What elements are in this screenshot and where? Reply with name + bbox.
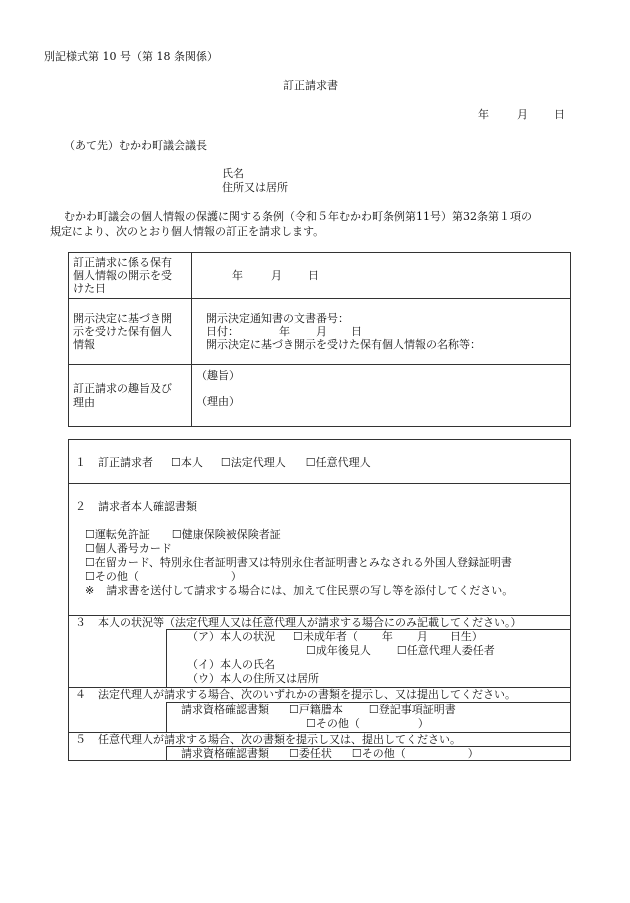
- date-month: 月: [517, 108, 528, 121]
- table-row: [69, 365, 571, 427]
- doc-number-field: 開示決定通知書の文書番号：: [206, 311, 349, 325]
- date-year: 年: [478, 108, 489, 121]
- name-label: 氏名: [222, 167, 244, 180]
- address-label: 住所又は居所: [222, 181, 288, 194]
- voluntary-rep-docs-row: 請求資格確認書類 ☐委任状 ☐その他（ ）: [181, 747, 479, 760]
- divider: [69, 483, 570, 484]
- section-3-title: ３ 本人の状況等（法定代理人又は任意代理人が請求する場合にのみ記載してください。）: [75, 616, 522, 629]
- purpose-reason-value[interactable]: [192, 365, 571, 427]
- requester-info-box: [68, 439, 571, 761]
- checkbox-legal-other[interactable]: ☐その他（ ）: [306, 717, 429, 730]
- date-day: 日: [554, 108, 565, 121]
- disclosed-info-value[interactable]: [192, 299, 571, 365]
- divider: [166, 629, 167, 687]
- section-2-title: ２ 請求者本人確認書類: [75, 500, 197, 513]
- checkbox-family-register[interactable]: ☐戸籍謄本: [289, 703, 343, 716]
- checkbox-drivers-license[interactable]: ☐運転免許証: [85, 528, 150, 541]
- intro-line-1: むかわ町議会の個人情報の保護に関する条例（令和５年むかわ町条例第11号）第32条第１項の: [64, 210, 532, 223]
- table-row: [69, 299, 571, 365]
- intro-line-2: 規定により、次のとおり個人情報の訂正を請求します。: [50, 225, 325, 238]
- checkbox-voluntary-other[interactable]: ☐その他（ ）: [351, 747, 479, 760]
- checkbox-health-insurance[interactable]: ☐健康保険被保険者証: [171, 528, 281, 541]
- checkbox-mynumber-card[interactable]: ☐個人番号カード: [85, 542, 172, 555]
- notice-date-field: 日付： 年 月 日: [206, 324, 362, 338]
- disclosed-info-label: 開示決定に基づき開 示を受けた保有個人 情報: [69, 299, 192, 365]
- checkbox-voluntary-rep[interactable]: ☐任意代理人: [305, 456, 371, 469]
- purpose-reason-label: 訂正請求の趣旨及び 理由: [69, 365, 192, 427]
- section-1-requester: １ 訂正請求者 ☐本人 ☐法定代理人 ☐任意代理人: [75, 456, 371, 469]
- disclosure-date-value[interactable]: 年 月 日: [192, 253, 571, 299]
- principal-status-row-2: [306, 644, 495, 657]
- checkbox-self[interactable]: ☐本人: [171, 456, 203, 469]
- checkbox-other-id[interactable]: ☐その他（ ）: [85, 570, 242, 583]
- divider: [166, 746, 167, 760]
- form-title: 訂正請求書: [283, 79, 338, 92]
- legal-rep-docs-row: 請求資格確認書類 ☐戸籍謄本 ☐登記事項証明書: [181, 703, 456, 716]
- disclosure-date-label: 訂正請求に係る保有 個人情報の開示を受 けた日: [69, 253, 192, 299]
- info-name-field: 開示決定に基づき開示を受けた保有個人情報の名称等：: [206, 338, 481, 352]
- principal-name-label: （イ）本人の氏名: [187, 658, 275, 671]
- checkbox-power-of-attorney[interactable]: ☐委任状: [289, 747, 332, 760]
- section-1-title: 訂正請求者: [98, 456, 153, 469]
- checkbox-adult-guardian[interactable]: ☐成年後見人: [306, 644, 371, 657]
- form-number: 別記様式第 10 号（第 18 条関係）: [44, 50, 218, 63]
- reason-field: （理由）: [196, 395, 240, 409]
- checkbox-minor[interactable]: ☐未成年者（: [293, 630, 358, 643]
- table-row: [69, 253, 571, 299]
- divider: [166, 702, 167, 732]
- checkbox-residence-card[interactable]: ☐在留カード、特別永住者証明書又は特別永住者証明書とみなされる外国人登録証明書: [85, 556, 512, 569]
- id-docs-row-1: [85, 528, 281, 541]
- checkbox-voluntary-delegator[interactable]: ☐任意代理人委任者: [396, 644, 495, 657]
- principal-address-label: （ウ）本人の住所又は居所: [187, 672, 319, 685]
- section-5-title: ５ 任意代理人が請求する場合、次の書類を提示し又は、提出してください。: [75, 733, 461, 746]
- principal-status-row: （ア）本人の状況 ☐未成年者（ 年 月 日生）: [187, 630, 483, 643]
- section-4-title: ４ 法定代理人が請求する場合、次のいずれかの書類を提示し、又は提出してください。: [75, 688, 516, 701]
- addressee: （あて先）むかわ町議会議長: [64, 139, 207, 152]
- request-detail-table: [68, 252, 571, 427]
- submission-date: [478, 108, 565, 121]
- checkbox-registry-cert[interactable]: ☐登記事項証明書: [368, 703, 456, 716]
- id-docs-note: ※ 請求書を送付して請求する場合には、加えて住民票の写し等を添付してください。: [85, 584, 514, 597]
- purpose-field: （趣旨）: [196, 369, 240, 382]
- checkbox-legal-rep[interactable]: ☐法定代理人: [220, 456, 286, 469]
